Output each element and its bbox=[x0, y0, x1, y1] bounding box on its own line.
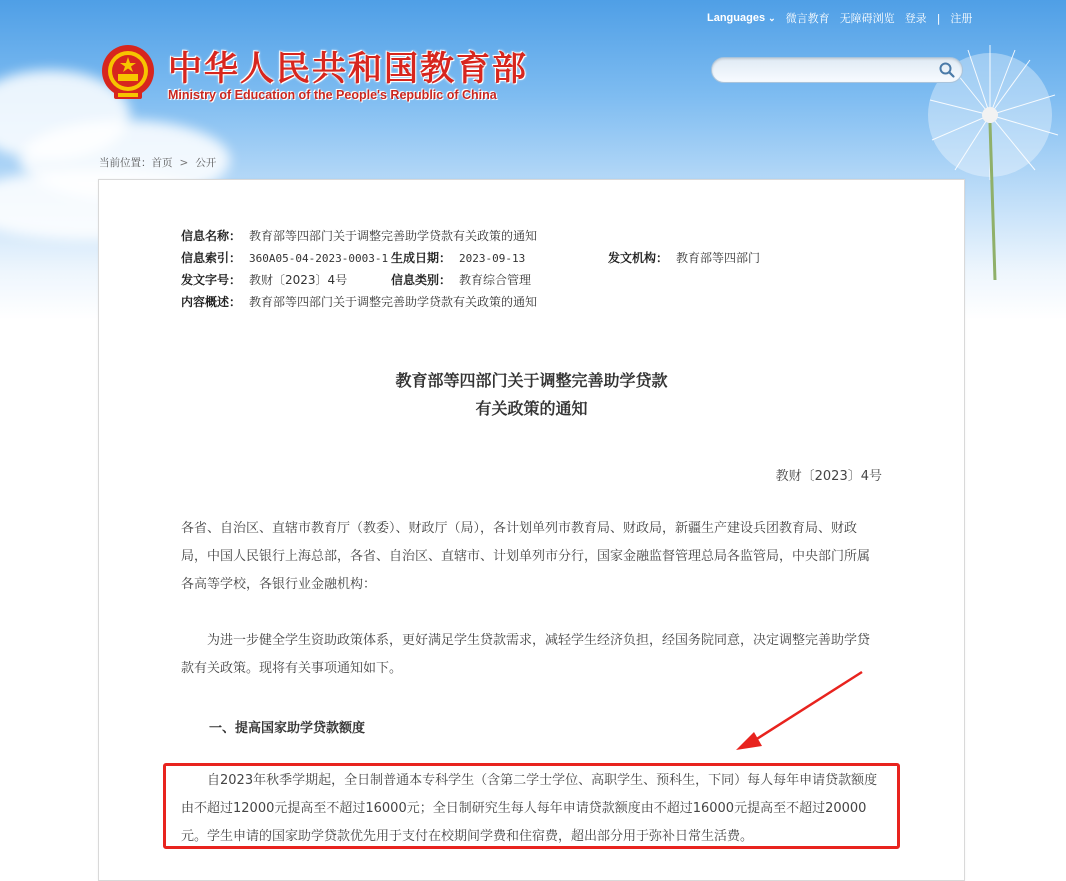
document-number: 教财〔2023〕4号 bbox=[775, 469, 882, 484]
chevron-down-icon: ⌄ bbox=[768, 13, 776, 23]
section-heading: 一、提高国家助学贷款额度 bbox=[209, 721, 366, 736]
meta-docno-value: 教财〔2023〕4号 bbox=[249, 273, 348, 287]
meta-category bbox=[391, 271, 531, 288]
meta-docno-label: 发文字号： bbox=[181, 273, 242, 287]
login-link[interactable]: 登录 bbox=[904, 12, 927, 25]
breadcrumb-public[interactable]: 公开 bbox=[195, 157, 217, 169]
breadcrumb-prefix: 当前位置： bbox=[99, 157, 152, 169]
meta-category-value: 教育综合管理 bbox=[459, 273, 532, 287]
site-title[interactable]: 中华人民共和国教育部 bbox=[168, 49, 528, 89]
search-icon[interactable] bbox=[938, 61, 956, 79]
top-links bbox=[707, 10, 972, 26]
meta-org-value: 教育部等四部门 bbox=[676, 251, 761, 265]
breadcrumb-home[interactable]: 首页 bbox=[151, 157, 173, 169]
document-title-line1: 教育部等四部门关于调整完善助学贷款 bbox=[395, 371, 668, 390]
meta-index-label: 信息索引： bbox=[181, 251, 242, 265]
breadcrumb bbox=[99, 155, 216, 170]
meta-summary bbox=[181, 293, 537, 310]
meta-name-label: 信息名称： bbox=[181, 229, 242, 243]
section-body-paragraph: 自2023年秋季学期起，全日制普通本专科学生（含第二学士学位、高职学生、预科生，下同）每人每年申请贷款额度由不超过12000元提高至不超过16000元；全日制研究生每人每年申请贷款额度由不超过16000元提高至不超过20000元。学生申请的国家助学贷款优先用于支付在校期间学费和住宿费，超出部分用于弥补日常生活费。 bbox=[181, 773, 878, 844]
document-title-line2: 有关政策的通知 bbox=[475, 399, 588, 418]
meta-category-label: 信息类别： bbox=[391, 273, 452, 287]
highlight-annotation-box bbox=[163, 763, 900, 849]
chevron-right-icon: > bbox=[179, 157, 189, 169]
site-subtitle: Ministry of Education of the People's Republic of China bbox=[168, 88, 497, 102]
weiyan-link[interactable]: 微言教育 bbox=[785, 12, 830, 25]
meta-date bbox=[391, 249, 525, 266]
languages-label: Languages bbox=[707, 12, 766, 24]
register-link[interactable]: 注册 bbox=[950, 12, 973, 25]
accessibility-link[interactable]: 无障碍浏览 bbox=[839, 12, 895, 25]
meta-index-value: 360A05-04-2023-0003-1 bbox=[249, 252, 389, 265]
meta-name bbox=[181, 227, 537, 244]
meta-docno bbox=[181, 271, 347, 288]
meta-org-label: 发文机构： bbox=[608, 251, 669, 265]
meta-index bbox=[181, 249, 388, 266]
meta-name-value: 教育部等四部门关于调整完善助学贷款有关政策的通知 bbox=[249, 229, 538, 243]
search-input[interactable] bbox=[724, 60, 933, 80]
meta-date-value: 2023-09-13 bbox=[459, 252, 526, 265]
annotation-arrow-icon bbox=[730, 668, 870, 758]
meta-org bbox=[608, 249, 760, 266]
addressees-paragraph: 各省、自治区、直辖市教育厅（教委）、财政厅（局），各计划单列市教育局、财政局，新疆生产建设兵团教育局、财政局，中国人民银行上海总部，各省、自治区、直辖市、计划单列市分行，国家金融监督管理总局各监管局，中央部门所属各高等学校，各银行业金融机构： bbox=[181, 521, 871, 592]
link-separator: | bbox=[936, 11, 941, 25]
languages-link[interactable] bbox=[707, 12, 776, 24]
meta-date-label: 生成日期： bbox=[391, 251, 452, 265]
meta-summary-label: 内容概述： bbox=[181, 295, 242, 309]
national-emblem-logo[interactable] bbox=[100, 41, 156, 103]
intro-paragraph: 为进一步健全学生资助政策体系，更好满足学生贷款需求，减轻学生经济负担，经国务院同意，决定调整完善助学贷款有关政策。现将有关事项通知如下。 bbox=[181, 633, 871, 676]
meta-summary-value: 教育部等四部门关于调整完善助学贷款有关政策的通知 bbox=[249, 295, 538, 309]
search-box bbox=[711, 57, 963, 83]
